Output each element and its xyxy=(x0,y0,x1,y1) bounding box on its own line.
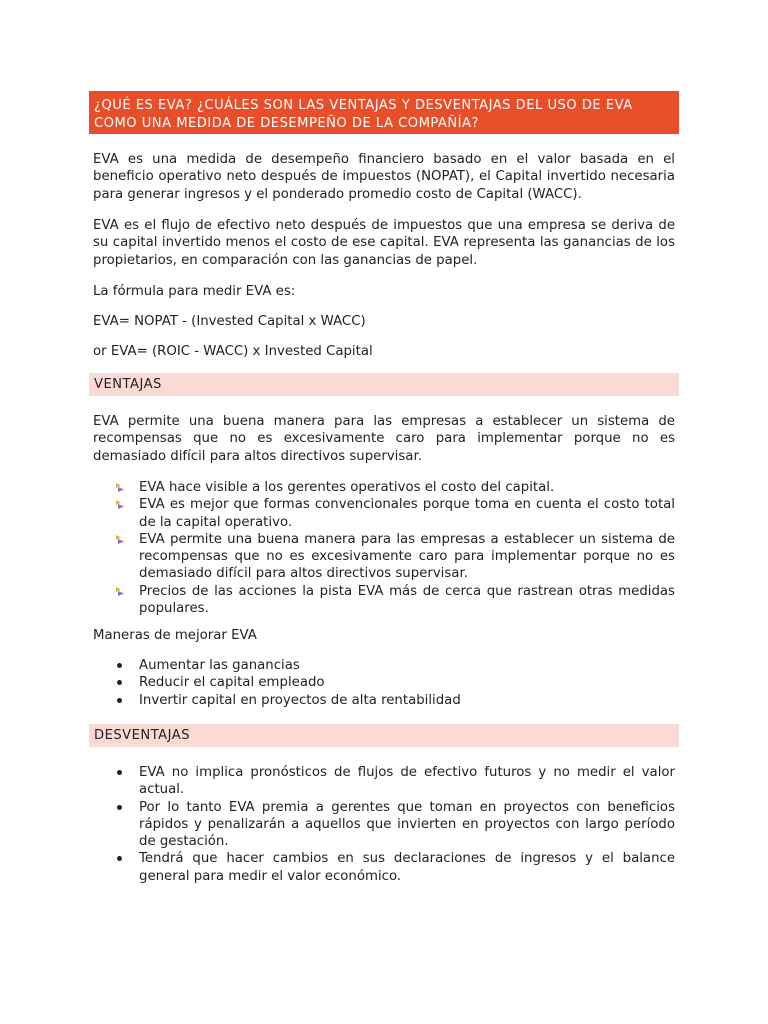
arrow-bullet-icon xyxy=(116,500,124,509)
list-item xyxy=(93,674,675,691)
page-title: ¿QUÉ ES EVA? ¿CUÁLES SON LAS VENTAJAS Y DESVENTAJAS DEL USO DE EVA COMO UNA MEDIDA DE DESEMPEÑO DE LA COMPAÑÍA? xyxy=(89,91,679,134)
bullet-dot-icon xyxy=(117,663,122,668)
list-item-text: EVA no implica pronósticos de flujos de efectivo futuros y no medir el valor actual. xyxy=(139,765,675,798)
list-item xyxy=(93,657,675,674)
arrow-bullet-icon xyxy=(116,483,124,492)
formula-1: EVA= NOPAT - (Invested Capital x WACC) xyxy=(93,314,366,329)
list-item-text: Por lo tanto EVA premia a gerentes que toman en proyectos con beneficios rápidos y penalizarán a aquellos que invierten en proyectos con largo período de gestación. xyxy=(139,799,675,850)
intro-paragraph-1: EVA es una medida de desempeño financiero basado en el valor basada en el beneficio operativo neto después de impuestos (NOPAT), el Capital invertido necesaria para generar ingresos y el ponderado promedio costo de Capital (WACC). xyxy=(93,152,675,202)
arrow-bullet-icon xyxy=(116,535,124,544)
ventajas-paragraph: EVA permite una buena manera para las empresas a establecer un sistema de recompensas que no es excesivamente caro para implementar porque no es demasiado difícil para altos directivos supervisar. xyxy=(93,414,675,464)
list-item-text: Reducir el capital empleado xyxy=(139,675,325,691)
list-item-text: Precios de las acciones la pista EVA más de cerca que rastrean otras medidas populares. xyxy=(139,583,675,617)
list-item-text: EVA es mejor que formas convencionales porque toma en cuenta el costo total de la capital operativo. xyxy=(139,497,675,530)
formula-intro: La fórmula para medir EVA es: xyxy=(93,284,296,299)
list-item xyxy=(93,531,675,583)
ventajas-heading: VENTAJAS xyxy=(89,373,679,396)
list-item-text: EVA hace visible a los gerentes operativos el costo del capital. xyxy=(139,480,555,495)
bullet-dot-icon xyxy=(117,698,122,703)
bullet-dot-icon xyxy=(117,680,122,685)
bullet-dot-icon xyxy=(117,856,122,861)
list-item xyxy=(93,850,675,885)
list-item xyxy=(93,692,675,709)
list-item xyxy=(93,496,675,531)
bullet-dot-icon xyxy=(117,805,122,810)
list-item xyxy=(93,479,675,496)
ventajas-list xyxy=(93,479,675,617)
bullet-dot-icon xyxy=(117,770,122,775)
list-item-text: Tendrá que hacer cambios en sus declaraciones de ingresos y el balance general para medir el valor económico. xyxy=(139,851,675,884)
arrow-bullet-icon xyxy=(116,587,124,596)
formula-2: or EVA= (ROIC - WACC) x Invested Capital xyxy=(93,344,373,359)
mejorar-list xyxy=(93,657,675,709)
list-item-text: EVA permite una buena manera para las empresas a establecer un sistema de recompensas que no es excesivamente caro para implementar porque no es demasiado difícil para altos directivos supervisar. xyxy=(139,531,675,582)
list-item xyxy=(93,799,675,851)
intro-paragraph-2: EVA es el flujo de efectivo neto después de impuestos que una empresa se deriva de su capital invertido menos el costo de ese capital. EVA representa las ganancias de los propietarios, en comparación con las ganancias de papel. xyxy=(93,218,675,268)
list-item xyxy=(93,764,675,799)
list-item-text: Invertir capital en proyectos de alta rentabilidad xyxy=(139,692,461,708)
list-item xyxy=(93,583,675,618)
list-item-text: Aumentar las ganancias xyxy=(139,658,300,673)
mejorar-heading: Maneras de mejorar EVA xyxy=(93,628,257,643)
desventajas-heading: DESVENTAJAS xyxy=(89,724,679,747)
desventajas-list xyxy=(93,764,675,885)
